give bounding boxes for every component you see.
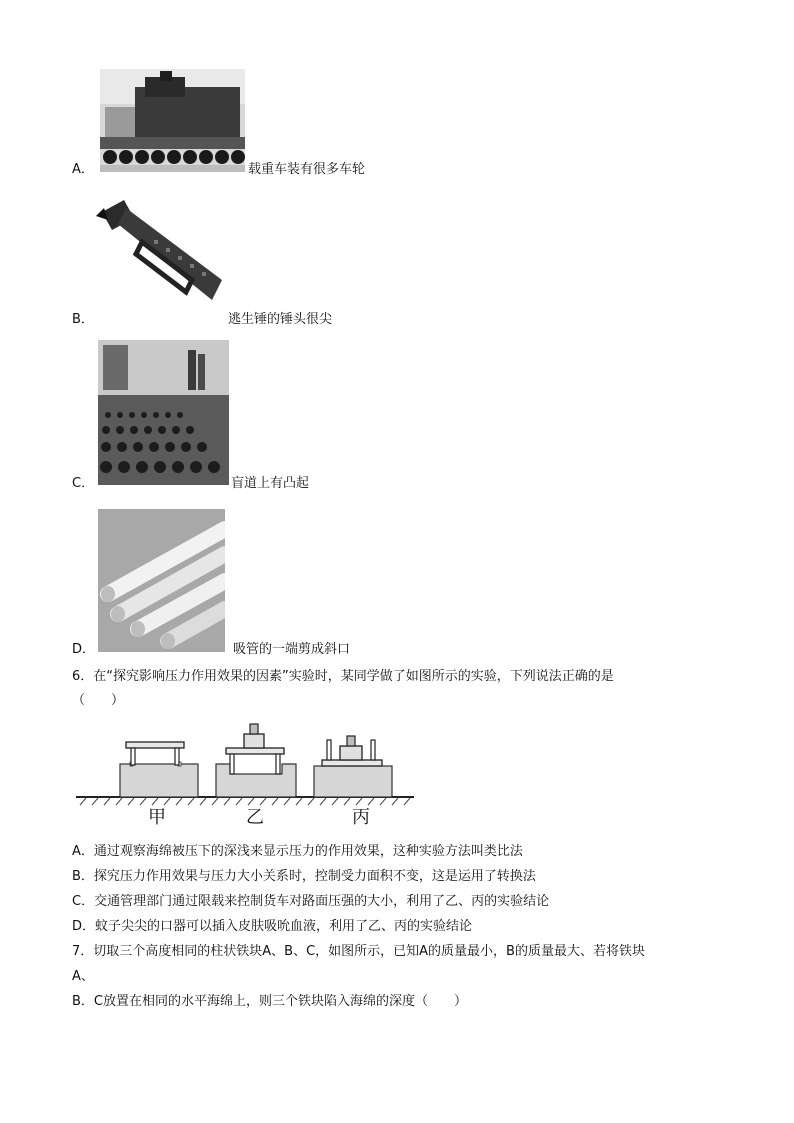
hammer-photo: [94, 190, 226, 322]
question-6-option-a: A．通过观察海绵被压下的深浅来显示压力的作用效果，这种实验方法叫类比法: [72, 844, 523, 859]
figure-label-yi: 乙: [246, 807, 264, 828]
question-6-option-c: C．交通管理部门通过限载来控制货车对路面压强的大小，利用了乙、丙的实验结论: [72, 894, 550, 909]
question-7-line-2: A、: [72, 969, 94, 984]
tactile-paving-photo: [98, 340, 229, 485]
option-a-letter: A．: [72, 162, 94, 177]
question-6-option-d: D．蚊子尖尖的口器可以插入皮肤吸吮血液，利用了乙、丙的实验结论: [72, 919, 473, 934]
option-a-text: 载重车装有很多车轮: [248, 162, 366, 177]
truck-photo-icon: [100, 69, 245, 172]
option-c-letter: C．: [72, 476, 95, 491]
table-jia: [126, 742, 184, 765]
option-b-letter: B．: [72, 312, 94, 327]
straws-photo-icon: [98, 509, 225, 652]
option-d-text: 吸管的一端剪成斜口: [233, 642, 351, 657]
sponge-jia: [120, 762, 198, 797]
tactile-paving-photo-icon: [98, 340, 229, 485]
question-7-line-3: B．C放置在相同的水平海绵上，则三个铁块陷入海绵的深度（ ）: [72, 994, 467, 1009]
option-d-letter: D．: [72, 642, 96, 657]
straws-photo: [98, 509, 225, 652]
question-6-answer-blank: （ ）: [72, 693, 125, 708]
sponge-bing: [314, 766, 392, 797]
table-bing: [322, 736, 382, 766]
ground-hatch: [80, 798, 410, 805]
question-6-option-b: B．探究压力作用效果与压力大小关系时，控制受力面积不变，这是运用了转换法: [72, 869, 536, 884]
question-7-line-1: 7．切取三个高度相同的柱状铁块A、B、C，如图所示，已知A的质量最小，B的质量最大、若将铁块: [72, 944, 645, 959]
figure-label-jia: 甲: [148, 807, 166, 828]
hammer-photo-icon: [94, 190, 226, 322]
question-6-stem: 6．在“探究影响压力作用效果的因素”实验时，某同学做了如图所示的实验，下列说法正确的是: [72, 669, 614, 684]
sponge-experiment-figure: [74, 718, 418, 830]
option-b-text: 逃生锤的锤头很尖: [228, 312, 333, 327]
sponge-yi: [216, 764, 296, 797]
figure-label-bing: 丙: [352, 807, 370, 828]
option-c-text: 盲道上有凸起: [231, 476, 310, 491]
table-yi: [226, 724, 284, 774]
truck-photo: [100, 69, 245, 172]
